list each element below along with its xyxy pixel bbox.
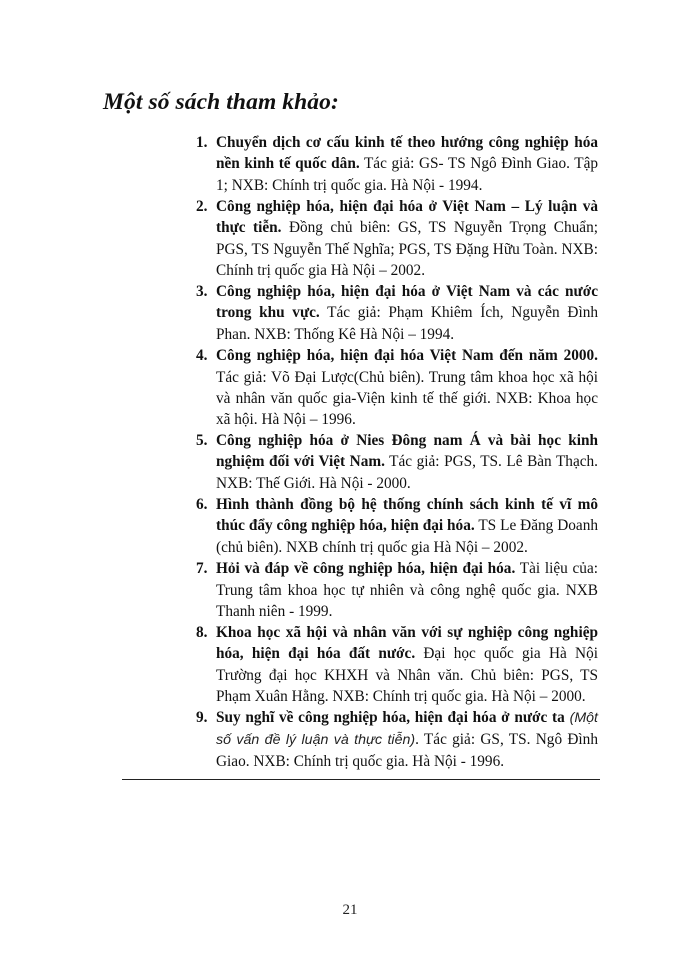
reference-title: Công nghiệp hóa, hiện đại hóa Việt Nam đến năm 2000. bbox=[216, 347, 598, 364]
reference-item bbox=[196, 622, 598, 707]
reference-title: Hỏi và đáp về công nghiệp hóa, hiện đại hóa. bbox=[216, 560, 516, 577]
reference-item bbox=[196, 345, 598, 430]
reference-item bbox=[196, 430, 598, 494]
reference-title: Suy nghĩ về công nghiệp hóa, hiện đại hóa ở nước ta bbox=[216, 709, 565, 726]
reference-subtitle: (Một số vấn đề lý luận và thực tiễn) bbox=[216, 710, 598, 748]
page-number: 21 bbox=[342, 902, 358, 918]
footnote-divider bbox=[122, 779, 600, 780]
reference-details: TS Le Đăng Doanh (chủ biên). NXB chính trị quốc gia Hà Nội – 2002. bbox=[216, 517, 598, 556]
reference-title: Công nghiệp hóa, hiện đại hóa ở Việt Nam và các nước trong khu vực. bbox=[216, 283, 598, 321]
reference-title: Khoa học xã hội và nhân văn với sự nghiệp công nghiệp hóa, hiện đại hóa đất nước. bbox=[216, 624, 598, 662]
reference-number: 3. bbox=[196, 283, 208, 300]
reference-number: 6. bbox=[196, 496, 208, 513]
reference-item bbox=[196, 281, 598, 345]
reference-number: 7. bbox=[196, 560, 208, 577]
reference-title: Công nghiệp hóa, hiện đại hóa ở Việt Nam – Lý luận và thực tiễn. bbox=[216, 198, 598, 236]
reference-details: Đại học quốc gia Hà Nội Trường đại học KHXH và Nhân văn. Chủ biên: PGS, TS Phạm Xuân Hằng. NXB: Chính trị quốc gia. Hà Nội – 2000. bbox=[216, 645, 598, 705]
reference-details: Tác giả: GS- TS Ngô Đình Giao. Tập 1; NXB: Chính trị quốc gia. Hà Nội - 1994. bbox=[216, 155, 599, 194]
reference-item bbox=[196, 196, 598, 281]
reference-number: 9. bbox=[196, 709, 208, 726]
reference-item bbox=[196, 132, 598, 196]
reference-title: Công nghiệp hóa ở Nies Đông nam Á và bài học kinh nghiệm đối với Việt Nam. bbox=[216, 432, 598, 470]
reference-number: 2. bbox=[196, 198, 208, 215]
reference-item bbox=[196, 707, 598, 772]
reference-number: 4. bbox=[196, 347, 208, 364]
reference-details: Tài liệu của: Trung tâm khoa học tự nhiên và công nghệ quốc gia. NXB Thanh niên - 1999. bbox=[216, 560, 598, 620]
reference-title: Chuyển dịch cơ cấu kinh tế theo hướng công nghiệp hóa nền kinh tế quốc dân. bbox=[216, 134, 598, 172]
section-heading: Một số sách tham khảo: bbox=[103, 89, 339, 115]
reference-details: Đồng chủ biên: GS, TS Nguyễn Trọng Chuẩn; PGS, TS Nguyễn Thế Nghĩa; PGS, TS Đặng Hữu Toàn. NXB: Chính trị quốc gia Hà Nội – 2002. bbox=[216, 219, 598, 279]
reference-details: Tác giả: Phạm Khiêm Ích, Nguyễn Đình Phan. NXB: Thống Kê Hà Nội – 1994. bbox=[216, 304, 598, 343]
reference-item bbox=[196, 558, 598, 622]
reference-details: Tác giả: PGS, TS. Lê Bàn Thạch. NXB: Thế Giới. Hà Nội - 2000. bbox=[216, 453, 598, 492]
reference-title: Hình thành đồng bộ hệ thống chính sách kinh tế vĩ mô thúc đẩy công nghiệp hóa, hiện đại hóa. bbox=[216, 496, 598, 534]
reference-list bbox=[196, 132, 598, 772]
reference-number: 5. bbox=[196, 432, 208, 449]
reference-item bbox=[196, 494, 598, 558]
reference-number: 1. bbox=[196, 134, 208, 151]
reference-details: . Tác giả: GS, TS. Ngô Đình Giao. NXB: Chính trị quốc gia. Hà Nội - 1996. bbox=[216, 731, 598, 770]
reference-details: Tác giả: Võ Đại Lược(Chủ biên). Trung tâm khoa học xã hội và nhân văn quốc gia-Viện kinh tế thế giới. NXB: Khoa học xã hội. Hà Nội – 1996. bbox=[216, 369, 598, 428]
reference-number: 8. bbox=[196, 624, 208, 641]
